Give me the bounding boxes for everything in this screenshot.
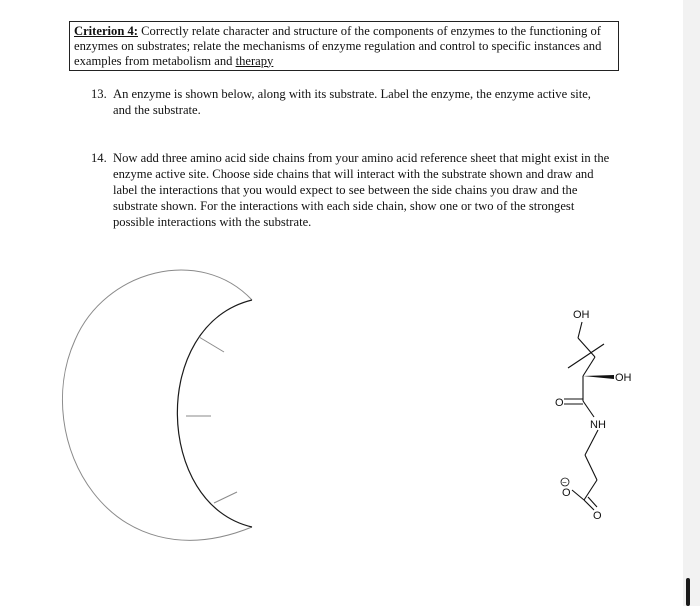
enzyme-outer-arc — [62, 270, 252, 540]
atom-oh-top: OH — [573, 309, 590, 321]
enzyme-active-site — [177, 300, 252, 527]
criterion-text-tail: therapy — [235, 53, 274, 68]
atom-nh: NH — [590, 419, 606, 431]
atom-o-carbonyl: O — [555, 397, 564, 409]
question-13-text: An enzyme is shown below, along with its substrate. Label the enzyme, the enzyme active site, and the substrate. — [113, 87, 591, 117]
criterion-text: Correctly relate character and structure of the components of enzymes to the functioning of enzymes on substrates; relate the mechanisms of enzyme regulation and control to specific instances and examples from metabolism and — [74, 24, 602, 68]
criterion-label: Criterion 4: — [74, 24, 138, 38]
bond-o-minus — [572, 490, 584, 500]
bond-chain-1 — [585, 455, 597, 480]
question-14-text: Now add three amino acid side chains from your amino acid reference sheet that might exist in the enzyme active site. Choose side chains that will interact with the substrate shown and draw and label the interactions that you would expect to see between the side chains you draw and the substrate shown. For the interactions with each side chain, show one or two of the strongest possible interactions with the substrate. — [113, 151, 610, 229]
wedge-bond-oh — [583, 375, 614, 379]
atom-oh-right: OH — [615, 372, 632, 384]
substrate-molecule — [564, 322, 614, 510]
active-site-arc — [177, 300, 252, 527]
bond-c1-c2 — [578, 338, 595, 357]
bond-nh-down — [585, 430, 598, 455]
negative-charge-sign: − — [562, 478, 567, 487]
bond-oh-top — [578, 322, 582, 338]
active-site-tick-3 — [214, 492, 237, 503]
question-13-number: 13. — [91, 87, 107, 101]
bond-c2-c3 — [583, 357, 595, 376]
question-14-number: 14. — [91, 151, 107, 165]
scroll-indicator — [686, 578, 690, 606]
atom-o-minus: O — [562, 487, 571, 499]
active-site-tick-1 — [199, 337, 224, 352]
bond-to-nh — [583, 401, 594, 417]
atom-o-bottom: O — [593, 510, 602, 522]
bond-chain-2 — [584, 480, 597, 500]
enzyme-shape — [62, 270, 252, 540]
